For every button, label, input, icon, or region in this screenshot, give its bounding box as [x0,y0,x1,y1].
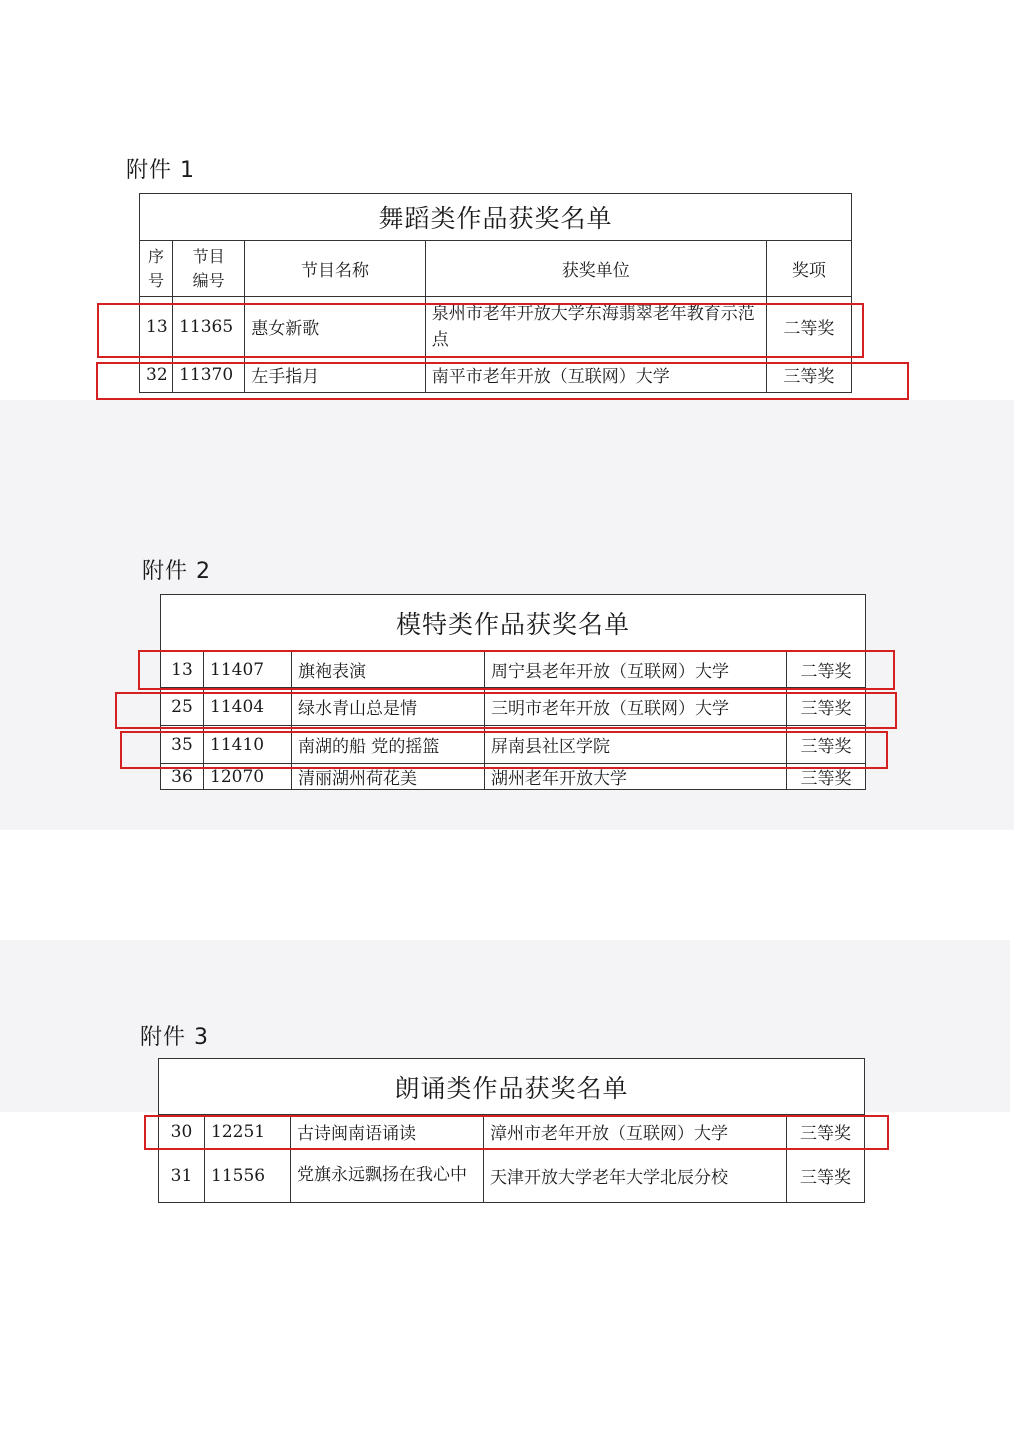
cell-unit: 南平市老年开放（互联网）大学 [425,357,766,393]
cell-seq: 13 [161,652,204,688]
cell-name: 南湖的船 党的摇篮 [292,726,485,764]
attachment-2-label: 附件 2 [142,559,211,584]
cell-unit: 三明市老年开放（互联网）大学 [485,688,787,726]
table-title: 舞蹈类作品获奖名单 [140,194,852,241]
column-header-code [173,241,245,297]
column-header-award: 奖项 [766,241,851,297]
table-row [161,764,866,790]
recitation-awards-table [158,1058,865,1203]
header-seq-text: 序 号 [148,246,165,290]
dance-awards-table [139,193,852,393]
table-row [161,652,866,688]
cell-code: 11404 [204,688,292,726]
cell-code: 11410 [204,726,292,764]
cell-seq: 30 [159,1115,205,1149]
table-row [161,726,866,764]
cell-award: 三等奖 [787,726,866,764]
cell-award: 三等奖 [787,764,866,790]
cell-unit: 泉州市老年开放大学东海翡翠老年教育示范点 [425,297,766,357]
cell-code: 12070 [204,764,292,790]
cell-unit: 周宁县老年开放（互联网）大学 [485,652,787,688]
cell-name: 旗袍表演 [292,652,485,688]
cell-seq: 35 [161,726,204,764]
cell-name: 清丽湖州荷花美 [292,764,485,790]
cell-seq: 31 [159,1149,205,1203]
attachment-1-label: 附件 1 [126,158,195,183]
column-header-name: 节目名称 [245,241,425,297]
cell-seq: 36 [161,764,204,790]
cell-award: 三等奖 [787,1115,865,1149]
table-title: 朗诵类作品获奖名单 [159,1059,865,1115]
column-header-unit: 获奖单位 [425,241,766,297]
table-row [140,297,852,357]
cell-award: 二等奖 [766,297,851,357]
cell-award: 三等奖 [766,357,851,393]
column-header-seq [140,241,173,297]
cell-seq: 25 [161,688,204,726]
cell-name: 左手指月 [245,357,425,393]
cell-code: 11365 [173,297,245,357]
cell-code: 11407 [204,652,292,688]
table-title: 模特类作品获奖名单 [161,595,866,652]
table-row [159,1149,865,1203]
header-code-text: 节目 编号 [192,246,225,290]
model-awards-table [160,594,866,790]
cell-unit: 天津开放大学老年大学北辰分校 [484,1149,787,1203]
cell-name: 党旗永远飘扬在我心中 [291,1149,484,1203]
cell-award: 三等奖 [787,688,866,726]
cell-name: 绿水青山总是情 [292,688,485,726]
cell-code: 11556 [205,1149,291,1203]
cell-seq: 32 [140,357,173,393]
cell-unit: 屏南县社区学院 [485,726,787,764]
cell-unit: 漳州市老年开放（互联网）大学 [484,1115,787,1149]
cell-unit: 湖州老年开放大学 [485,764,787,790]
cell-seq: 13 [140,297,173,357]
cell-award: 三等奖 [787,1149,865,1203]
table-row [159,1115,865,1149]
cell-award: 二等奖 [787,652,866,688]
cell-name: 古诗闽南语诵读 [291,1115,484,1149]
cell-code: 11370 [173,357,245,393]
attachment-3-label: 附件 3 [140,1025,209,1050]
cell-name: 惠女新歌 [245,297,425,357]
table-row [161,688,866,726]
cell-code: 12251 [205,1115,291,1149]
table-row [140,357,852,393]
